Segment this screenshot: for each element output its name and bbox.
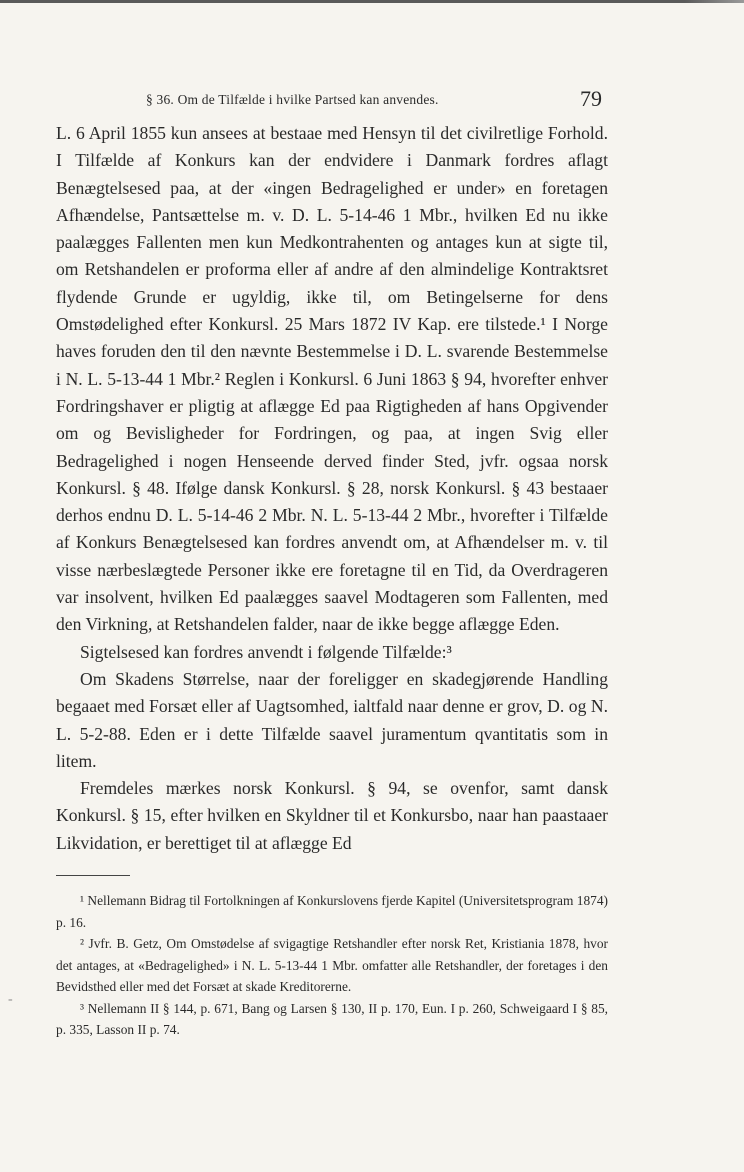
footnotes — [56, 890, 608, 1041]
footnote-2: ² Jvfr. B. Getz, Om Omstødelse af svigagtige Retshandler efter norsk Ret, Kristiania 1878, hvor det antages, at «Bedragelighed» i N. L. 5-13-44 1 Mbr. omfatter alle Retshandler, der foretages i den Bevidsthed eller med det Forsæt at skade Kreditorerne. — [56, 936, 608, 995]
footnote-1: ¹ Nellemann Bidrag til Fortolkningen af Konkurslovens fjerde Kapitel (Universitetsprogram 1874) p. 16. — [56, 893, 608, 930]
footnote-3: ³ Nellemann II § 144, p. 671, Bang og Larsen § 130, II p. 170, Eun. I p. 260, Schweigaard I § 85, p. 335, Lasson II p. 74. — [56, 1000, 608, 1038]
running-title: § 36. Om de Tilfælde i hvilke Partsed kan anvendes. — [146, 92, 439, 107]
paragraph-1: L. 6 April 1855 kun ansees at bestaae med Hensyn til det civilretlige Forhold. I Tilfælde af Konkurs kan der endvidere i Danmark fordres aflagt Benægtelsesed paa, at der «ingen Bedragelighed er under» en foretagen Afhændelse, Pantsættelse m. v. D. L. 5-14-46 1 Mbr., hvilken Ed nu ikke paalægges Fallenten men kun Medkontrahenten og antages kun at sigte til, om Retshandelen er proforma eller af andre af den almindelige Kontraktsret flydende Grunde er ugyldig, ikke til, om Betingelserne for dens Omstødelighed efter Konkursl. 25 Mars 1872 IV Kap. ere tilstede.¹ I Norge haves foruden den til den nævnte Bestemmelse i D. L. svarende Bestemmelse i N. L. 5-13-44 1 Mbr.² Reglen i Konkursl. 6 Juni 1863 § 94, hvorefter enhver Fordringshaver er pligtig at aflægge Ed paa Rigtigheden af hans Opgivender om og Bevisligheder for Fordringen, og paa, at ingen Svig eller Bedragelighed i nogen Henseende derved finder Sted, jvfr. ogsaa norsk Konkursl. § 48. Ifølge dansk Konkursl. § 28, norsk Konkursl. § 43 bestaaer derhos endnu D. L. 5-14-46 2 Mbr. N. L. 5-13-44 2 Mbr., hvorefter i Tilfælde af Konkurs Benægtelsesed kan fordres anvendt om, at Afhændelser m. v. til visse nærbeslægtede Personer ikke ere foretagne til en Tid, da Overdrageren var insolvent, hvilken Ed paalægges saavel Modtageren som Fallenten, med den Virkning, at Retshandelen falder, naar de ikke begge aflægge Eden. — [56, 123, 608, 635]
paragraph-3: Om Skadens Størrelse, naar der foreligger en skadegjørende Handling begaaet med Forsæt eller af Uagtsomhed, ialtfald naar denne er grov, D. og N. L. 5-2-88. Eden er i dette Tilfælde saavel juramentum qvantitatis som in litem. — [56, 668, 608, 771]
page-number: 79 — [580, 86, 602, 111]
book-page — [56, 84, 608, 1041]
paragraph-2: Sigtelsesed kan fordres anvendt i følgende Tilfælde:³ — [80, 641, 452, 662]
footnote-rule — [56, 875, 130, 876]
body-text — [56, 120, 608, 857]
running-head — [56, 84, 608, 118]
paragraph-4: Fremdeles mærkes norsk Konkursl. § 94, se ovenfor, samt dansk Konkursl. § 15, efter hvilken en Skyldner til et Konkursbo, naar han paastaaer Likvidation, er berettiget til at aflægge Ed — [56, 778, 608, 853]
margin-mark: - — [8, 992, 13, 1007]
page-top-edge — [0, 0, 744, 3]
